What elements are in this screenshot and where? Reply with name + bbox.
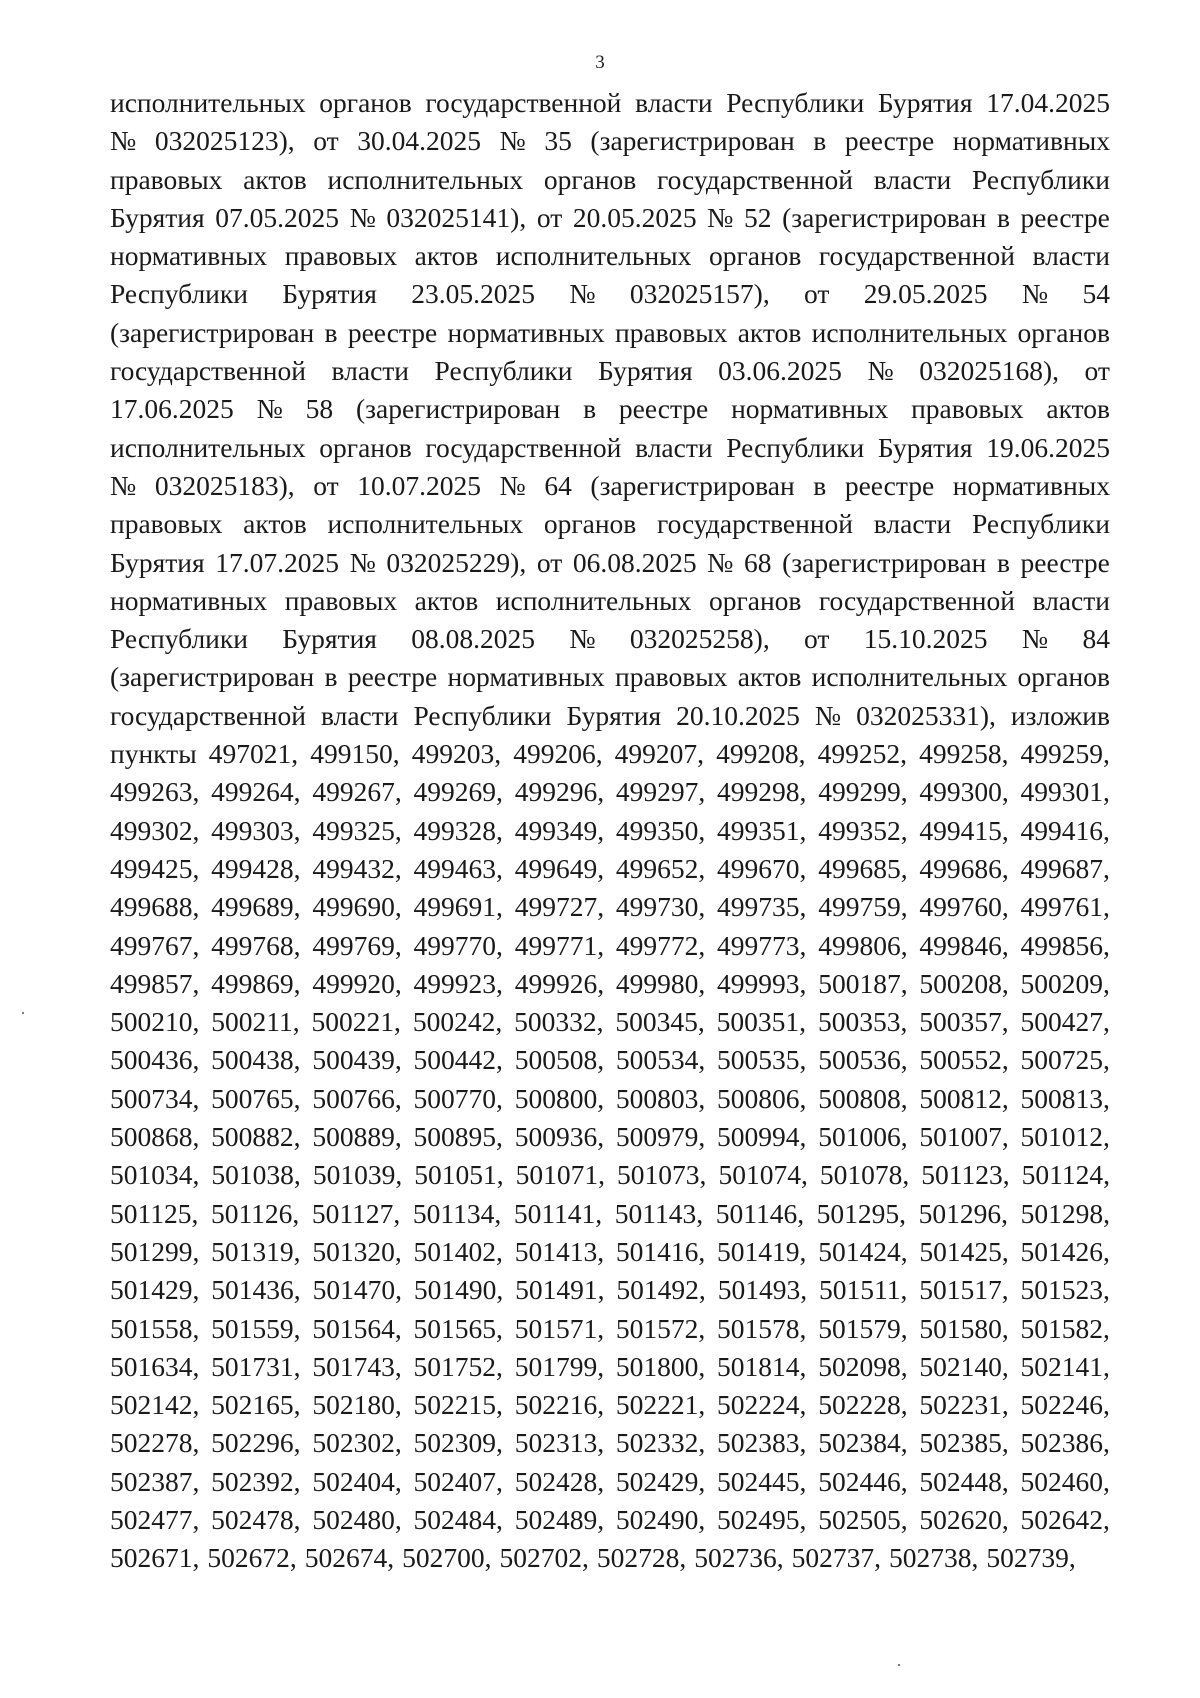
text-line: 502278, 502296, 502302, 502309, 502313, 502332, 502383, 502384, 502385, 502386, <box>110 1427 1110 1459</box>
text-line: № 032025183), от 10.07.2025 № 64 (зарегистрирован в реестре нормативных <box>110 469 1110 501</box>
text-line: 500734, 500765, 500766, 500770, 500800, 500803, 500806, 500808, 500812, 500813, <box>110 1082 1110 1114</box>
text-line: 500210, 500211, 500221, 500242, 500332, 500345, 500351, 500353, 500357, 500427, <box>110 1006 1110 1038</box>
text-line: 500868, 500882, 500889, 500895, 500936, 500979, 500994, 501006, 501007, 501012, <box>110 1121 1110 1153</box>
page-number: 3 <box>595 52 605 73</box>
text-line: 501034, 501038, 501039, 501051, 501071, 501073, 501074, 501078, 501123, 501124, <box>110 1159 1110 1191</box>
text-line: 499688, 499689, 499690, 499691, 499727, 499730, 499735, 499759, 499760, 499761, <box>110 891 1110 923</box>
text-line: 501125, 501126, 501127, 501134, 501141, 501143, 501146, 501295, 501296, 501298, <box>110 1197 1110 1229</box>
text-line: 499263, 499264, 499267, 499269, 499296, 499297, 499298, 499299, 499300, 499301, <box>110 776 1110 808</box>
text-line: Республики Бурятия 08.08.2025 № 032025258), от 15.10.2025 № 84 <box>110 623 1110 655</box>
text-line: 499302, 499303, 499325, 499328, 499349, 499350, 499351, 499352, 499415, 499416, <box>110 814 1110 846</box>
text-line: Бурятия 17.07.2025 № 032025229), от 06.08.2025 № 68 (зарегистрирован в реестре <box>110 546 1110 578</box>
text-line: 501429, 501436, 501470, 501490, 501491, 501492, 501493, 501511, 501517, 501523, <box>110 1274 1110 1306</box>
text-line: 500436, 500438, 500439, 500442, 500508, 500534, 500535, 500536, 500552, 500725, <box>110 1044 1110 1076</box>
text-line: (зарегистрирован в реестре нормативных правовых актов исполнительных органов <box>110 661 1110 693</box>
text-line: исполнительных органов государственной власти Республики Бурятия 17.04.2025 <box>110 87 1110 118</box>
text-line: 17.06.2025 № 58 (зарегистрирован в реестре нормативных правовых актов <box>110 393 1110 425</box>
text-line: нормативных правовых актов исполнительных органов государственной власти <box>110 584 1110 616</box>
text-line: 501299, 501319, 501320, 501402, 501413, 501416, 501419, 501424, 501425, 501426, <box>110 1235 1110 1267</box>
scan-speck <box>898 1664 900 1666</box>
text-line: Бурятия 07.05.2025 № 032025141), от 20.05.2025 № 52 (зарегистрирован в реестре <box>110 201 1110 233</box>
text-line: 502142, 502165, 502180, 502215, 502216, 502221, 502224, 502228, 502231, 502246, <box>110 1389 1110 1421</box>
text-line: 502387, 502392, 502404, 502407, 502428, 502429, 502445, 502446, 502448, 502460, <box>110 1465 1110 1497</box>
text-line: 501634, 501731, 501743, 501752, 501799, 501800, 501814, 502098, 502140, 502141, <box>110 1350 1110 1382</box>
document-body <box>110 84 1110 1578</box>
text-line: нормативных правовых актов исполнительных органов государственной власти <box>110 240 1110 272</box>
text-line: 499767, 499768, 499769, 499770, 499771, 499772, 499773, 499806, 499846, 499856, <box>110 929 1110 961</box>
text-line: 502477, 502478, 502480, 502484, 502489, 502490, 502495, 502505, 502620, 502642, <box>110 1503 1110 1535</box>
text-line: (зарегистрирован в реестре нормативных правовых актов исполнительных органов <box>110 316 1110 348</box>
text-line: пункты 497021, 499150, 499203, 499206, 499207, 499208, 499252, 499258, 499259, <box>110 738 1110 770</box>
text-line: правовых актов исполнительных органов государственной власти Республики <box>110 163 1110 195</box>
text-line: исполнительных органов государственной власти Республики Бурятия 19.06.2025 <box>110 431 1110 463</box>
text-line: 499857, 499869, 499920, 499923, 499926, 499980, 499993, 500187, 500208, 500209, <box>110 967 1110 999</box>
scan-speck <box>22 1012 24 1014</box>
text-line: 501558, 501559, 501564, 501565, 501571, 501572, 501578, 501579, 501580, 501582, <box>110 1312 1110 1344</box>
text-line: государственной власти Республики Бурятия 20.10.2025 № 032025331), изложив <box>110 699 1110 731</box>
text-line: Республики Бурятия 23.05.2025 № 032025157), от 29.05.2025 № 54 <box>110 278 1110 310</box>
text-line: правовых актов исполнительных органов государственной власти Республики <box>110 508 1110 540</box>
text-line: государственной власти Республики Бурятия 03.06.2025 № 032025168), от <box>110 355 1110 387</box>
text-line: № 032025123), от 30.04.2025 № 35 (зарегистрирован в реестре нормативных <box>110 125 1110 157</box>
text-line: 502671, 502672, 502674, 502700, 502702, 502728, 502736, 502737, 502738, 502739, <box>110 1542 1076 1574</box>
text-line: 499425, 499428, 499432, 499463, 499649, 499652, 499670, 499685, 499686, 499687, <box>110 852 1110 884</box>
